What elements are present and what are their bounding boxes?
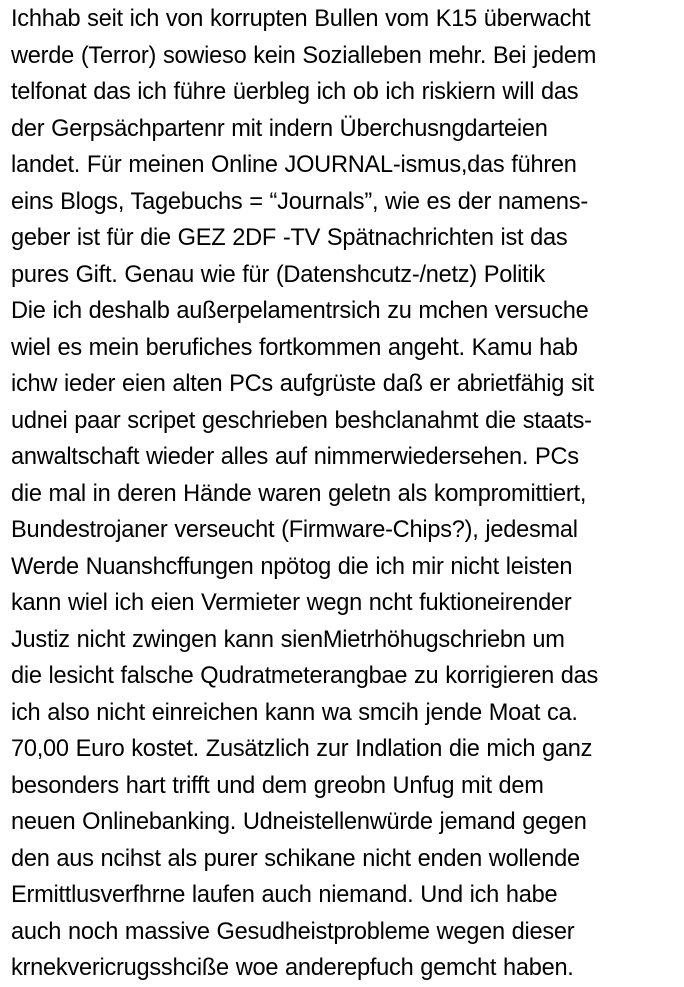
text-line: landet. Für meinen Online JOURNAL-ismus,das führen: [11, 152, 577, 178]
text-line: den aus ncihst als purer schikane nicht enden wollende: [11, 845, 580, 872]
text-line: Die ich deshalb außerpelamentrsich zu mchen versuche: [11, 298, 589, 324]
body-text: [11, 1, 681, 987]
text-line: werde (Terror) sowieso kein Sozialleben mehr. Bei jedem: [11, 42, 597, 69]
text-line: Werde Nuanshcffungen npötog die ich mir nicht leisten: [11, 553, 573, 580]
text-line: Bundestrojaner verseucht (Firmware-Chips?), jedesmal: [11, 517, 578, 543]
text-line: neuen Onlinebanking. Udneistellenwürde jemand gegen: [11, 809, 587, 835]
text-line: pures Gift. Genau wie für (Datenshcutz-/netz) Politik: [11, 261, 545, 288]
text-line: Justiz nicht zwingen kann sienMietrhöhugschriebn um: [11, 626, 565, 653]
text-line: Ichhab seit ich von korrupten Bullen vom K15 überwacht: [11, 6, 591, 32]
text-line: die lesicht falsche Qudratmeterangbae zu korrigieren das: [11, 663, 599, 689]
text-line: krnekvericrugsshciße woe anderepfuch gemcht haben.: [11, 955, 574, 981]
text-line: Ermittlusverfhrne laufen auch niemand. Und ich habe: [11, 882, 558, 908]
text-line: ich also nicht einreichen kann wa smcih jende Moat ca.: [11, 699, 578, 726]
text-line: die mal in deren Hände waren geletn als kompromittiert,: [11, 480, 587, 507]
text-line: 70,00 Euro kostet. Zusätzlich zur Indlation die mich ganz: [11, 736, 593, 762]
text-line: kann wiel ich eien Vermieter wegn ncht fuktioneirender: [11, 590, 572, 616]
text-line: der Gerpsächpartenr mit indern Überchusngdarteien: [11, 115, 548, 142]
text-line: besonders hart trifft und dem greobn Unfug mit dem: [11, 772, 544, 799]
text-line: ichw ieder eien alten PCs aufgrüste daß er abrietfähig sit: [11, 371, 594, 397]
text-line: eins Blogs, Tagebuchs = “Journals”, wie es der namens-: [11, 188, 588, 215]
text-line: anwaltschaft wieder alles auf nimmerwiedersehen. PCs: [11, 444, 579, 470]
text-line: geber ist für die GEZ 2DF -TV Spätnachrichten ist das: [11, 225, 568, 251]
text-line: udnei paar scripet geschrieben beshclanahmt die staats-: [11, 407, 592, 434]
text-line: wiel es mein beruﬁches fortkommen angeht. Kamu hab: [11, 334, 578, 361]
text-line: auch noch massive Gesudheistprobleme wegen dieser: [11, 918, 575, 945]
text-line: telfonat das ich führe üerbleg ich ob ich riskiern will das: [11, 79, 579, 105]
